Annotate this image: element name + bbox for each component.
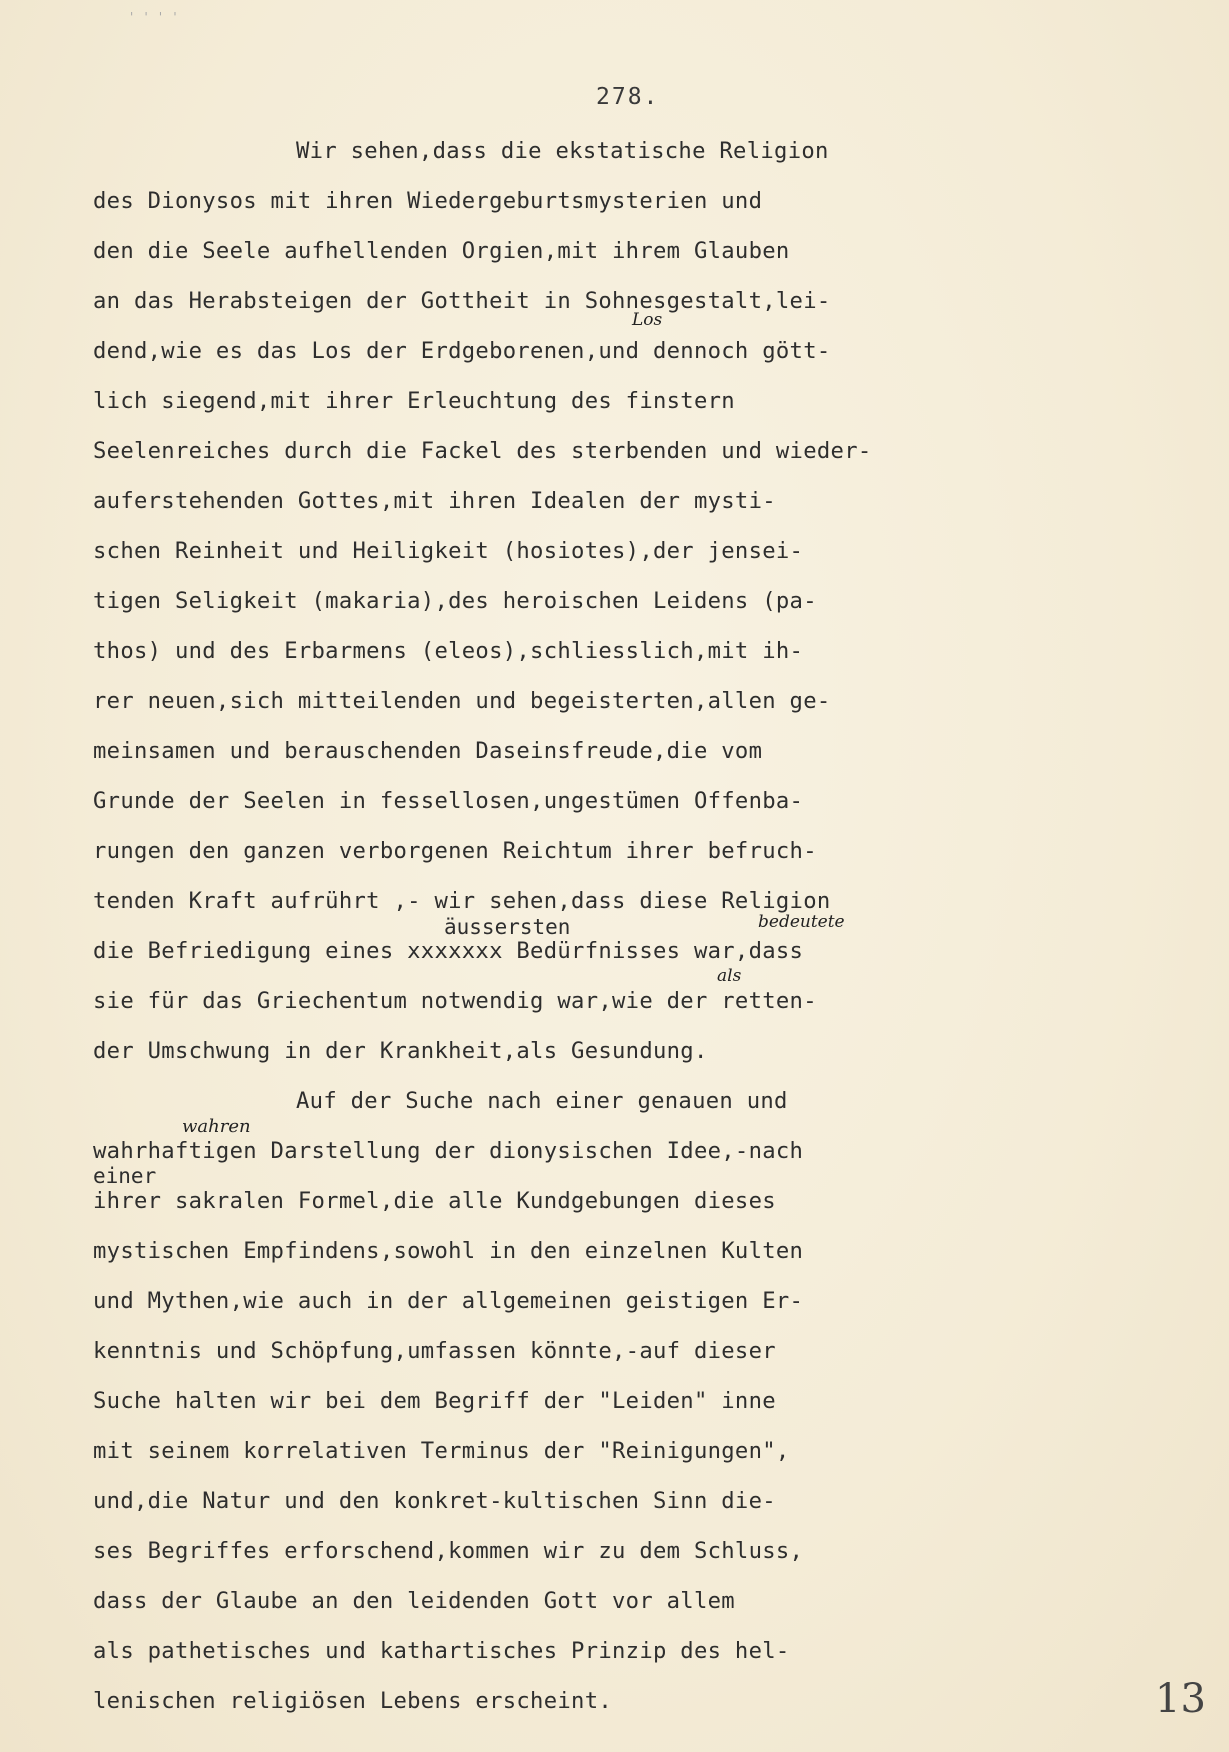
text-line: sie für das Griechentum notwendig war,wie der retten- (93, 988, 817, 1014)
typed-insertion: einer (93, 1164, 157, 1188)
text-line: die Befriedigung eines xxxxxxx Bedürfnisses war,dass (93, 938, 804, 964)
text-line: thos) und des Erbarmens (eleos),schliesslich,mit ih- (93, 638, 804, 664)
text-line: tenden Kraft aufrührt ,- wir sehen,dass diese Religion (93, 888, 831, 914)
text-line: mit seinem korrelativen Terminus der "Reinigungen", (93, 1438, 790, 1464)
typed-insertion: äussersten (444, 915, 571, 939)
text-line: Seelenreiches durch die Fackel des sterbenden und wieder- (93, 438, 872, 464)
text-line: rungen den ganzen verborgenen Reichtum ihrer befruch- (93, 838, 817, 864)
text-line: an das Herabsteigen der Gottheit in Sohnesgestalt,lei- (93, 288, 831, 314)
text-line: dend,wie es das Los der Erdgeborenen,und dennoch gött- (93, 338, 831, 364)
text-line: wahrhaftigen Darstellung der dionysischen Idee,-nach (93, 1138, 804, 1164)
text-line: schen Reinheit und Heiligkeit (hosiotes),der jensei- (93, 538, 804, 564)
text-line: Wir sehen,dass die ekstatische Religion (296, 138, 829, 164)
text-line: und,die Natur und den konkret-kultischen Sinn die- (93, 1488, 776, 1514)
text-line: der Umschwung in der Krankheit,als Gesundung. (93, 1038, 708, 1064)
text-line: Grunde der Seelen in fessellosen,ungestümen Offenba- (93, 788, 804, 814)
page-number: 278. (596, 84, 660, 110)
text-line: ses Begriffes erforschend,kommen wir zu dem Schluss, (93, 1538, 804, 1564)
folio-mark: 13 (1155, 1676, 1206, 1722)
handwritten-insertion: bedeutete (758, 912, 845, 932)
text-line: des Dionysos mit ihren Wiedergeburtsmysterien und (93, 188, 763, 214)
handwritten-insertion: wahren (182, 1116, 251, 1137)
text-line: lich siegend,mit ihrer Erleuchtung des finstern (93, 388, 735, 414)
text-line: mystischen Empfindens,sowohl in den einzelnen Kulten (93, 1238, 804, 1264)
text-line: ihrer sakralen Formel,die alle Kundgebungen dieses (93, 1188, 776, 1214)
text-line: Suche halten wir bei dem Begriff der "Leiden" inne (93, 1388, 776, 1414)
text-line: kenntnis und Schöpfung,umfassen könnte,-auf dieser (93, 1338, 776, 1364)
text-line: Auf der Suche nach einer genauen und (296, 1088, 788, 1114)
corner-mark: ' ' ' ' (128, 10, 179, 24)
handwritten-insertion: als (717, 966, 742, 986)
text-line: dass der Glaube an den leidenden Gott vor allem (93, 1588, 735, 1614)
text-line: als pathetisches und kathartisches Prinzip des hel- (93, 1638, 790, 1664)
text-line: tigen Seligkeit (makaria),des heroischen Leidens (pa- (93, 588, 817, 614)
text-line: den die Seele aufhellenden Orgien,mit ihrem Glauben (93, 238, 790, 264)
text-line: und Mythen,wie auch in der allgemeinen geistigen Er- (93, 1288, 804, 1314)
text-line: lenischen religiösen Lebens erscheint. (93, 1688, 613, 1714)
text-line: auferstehenden Gottes,mit ihren Idealen der mysti- (93, 488, 776, 514)
handwritten-insertion: Los (632, 310, 663, 330)
text-line: rer neuen,sich mitteilenden und begeisterten,allen ge- (93, 688, 831, 714)
text-line: meinsamen und berauschenden Daseinsfreude,die vom (93, 738, 763, 764)
